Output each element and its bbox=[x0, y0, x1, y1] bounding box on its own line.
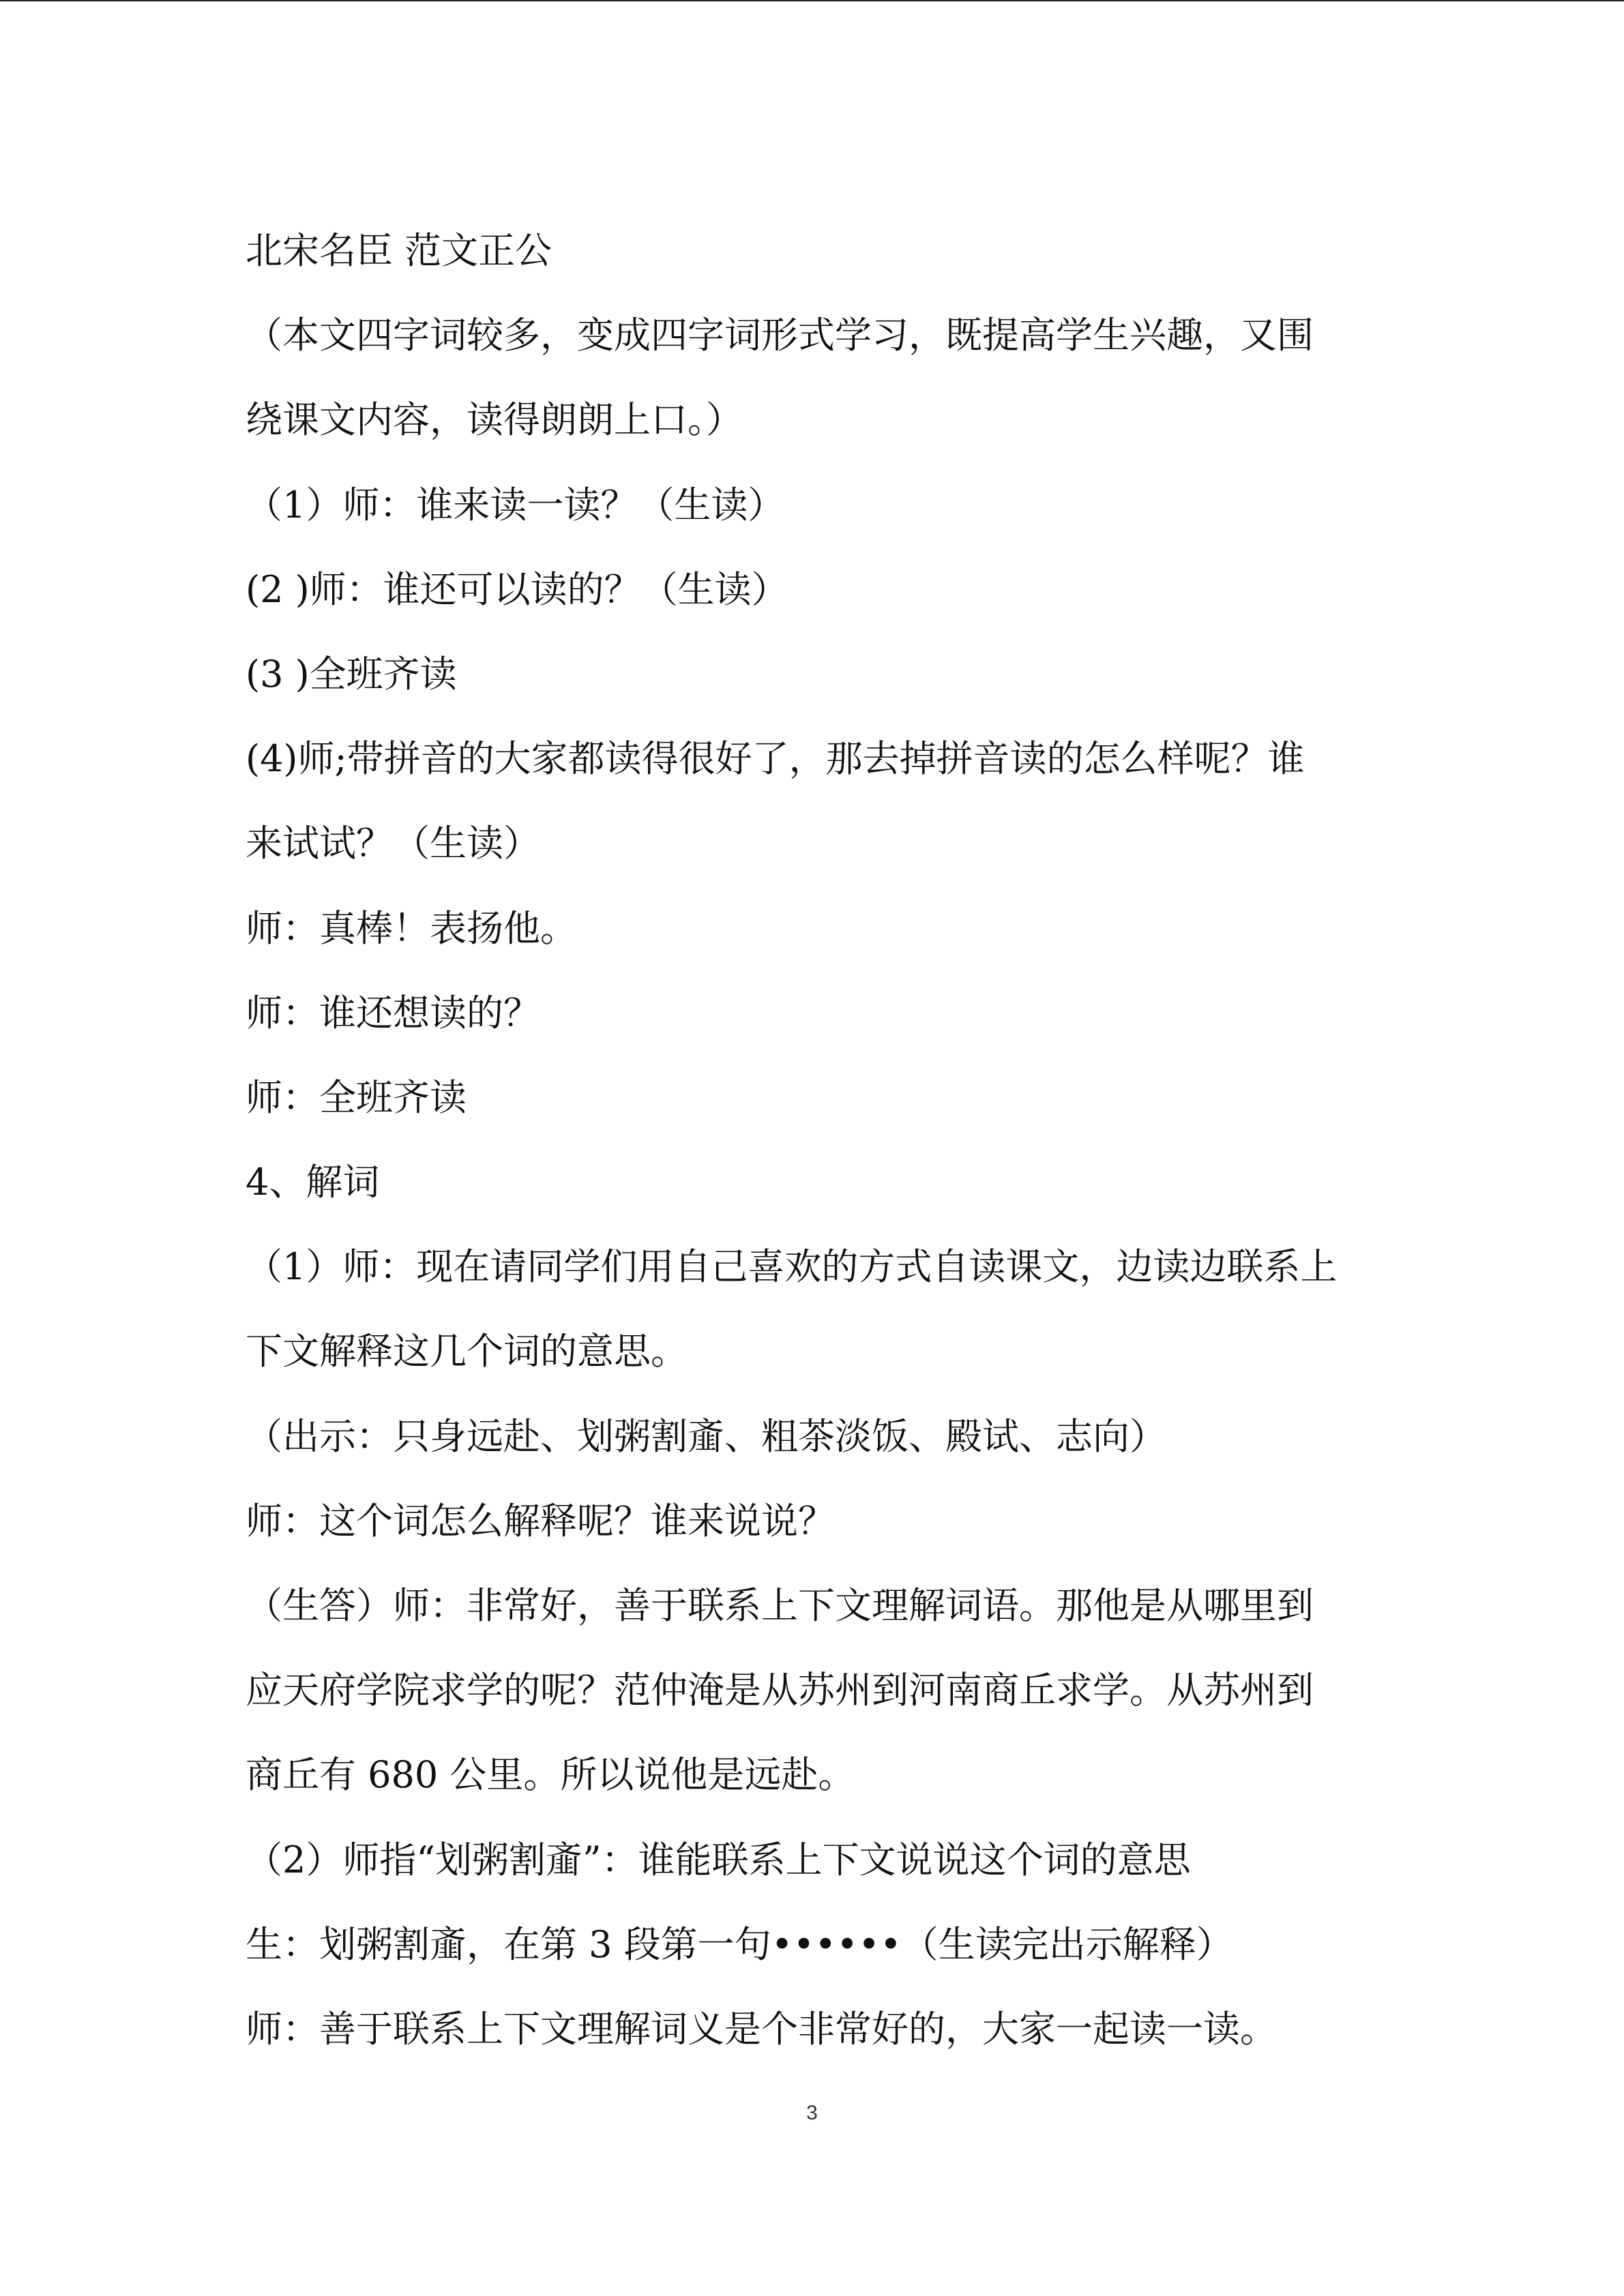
text-line: （生答）师：非常好，善于联系上下文理解词语。那他是从哪里到 bbox=[246, 1584, 1314, 1627]
text-line: 商丘有 680 公里。所以说他是远赴。 bbox=[246, 1753, 855, 1797]
text-line: 北宋名臣 范文正公 bbox=[246, 229, 552, 272]
text-line: (3 )全班齐读 bbox=[246, 652, 457, 696]
text-line: （1）师：谁来读一读？（生读） bbox=[246, 483, 785, 526]
text-line: 师：全班齐读 bbox=[246, 1075, 467, 1119]
text-line: 师：善于联系上下文理解词义是个非常好的，大家一起读一读。 bbox=[246, 2007, 1277, 2051]
text-line: 来试试？（生读） bbox=[246, 822, 540, 865]
text-line: （2）师指“划粥割齑”：谁能联系上下文说说这个词的意思 bbox=[246, 1838, 1191, 1881]
text-line: 师：真棒！表扬他。 bbox=[246, 906, 577, 950]
text-line: （1）师：现在请同学们用自己喜欢的方式自读课文，边读边联系上 bbox=[246, 1245, 1338, 1289]
text-line: 下文解释这几个词的意思。 bbox=[246, 1330, 688, 1373]
text-line: 生：划粥割齑，在第 3 段第一句••••••（生读完出示解释） bbox=[246, 1922, 1233, 1966]
text-line: （出示：只身远赴、划粥割齑、粗茶淡饭、殿试、志向） bbox=[246, 1414, 1166, 1458]
text-line: 师：这个词怎么解释呢？谁来说说？ bbox=[246, 1499, 835, 1542]
text-line: 师：谁还想读的？ bbox=[246, 991, 540, 1034]
document-body bbox=[246, 209, 1378, 2072]
text-line: (4)师;带拼音的大家都读得很好了，那去掉拼音读的怎么样呢？谁 bbox=[246, 737, 1305, 781]
text-line: （本文四字词较多，变成四字词形式学习，既提高学生兴趣，又围 bbox=[246, 314, 1314, 357]
section-heading: 4、解词 bbox=[246, 1161, 380, 1204]
text-line: 应天府学院求学的呢？范仲淹是从苏州到河南商丘求学。从苏州到 bbox=[246, 1669, 1314, 1712]
text-line: (2 )师：谁还可以读的？（生读） bbox=[246, 567, 788, 611]
page-number: 3 bbox=[806, 2102, 818, 2124]
text-line: 绕课文内容，读得朗朗上口。） bbox=[246, 398, 743, 442]
